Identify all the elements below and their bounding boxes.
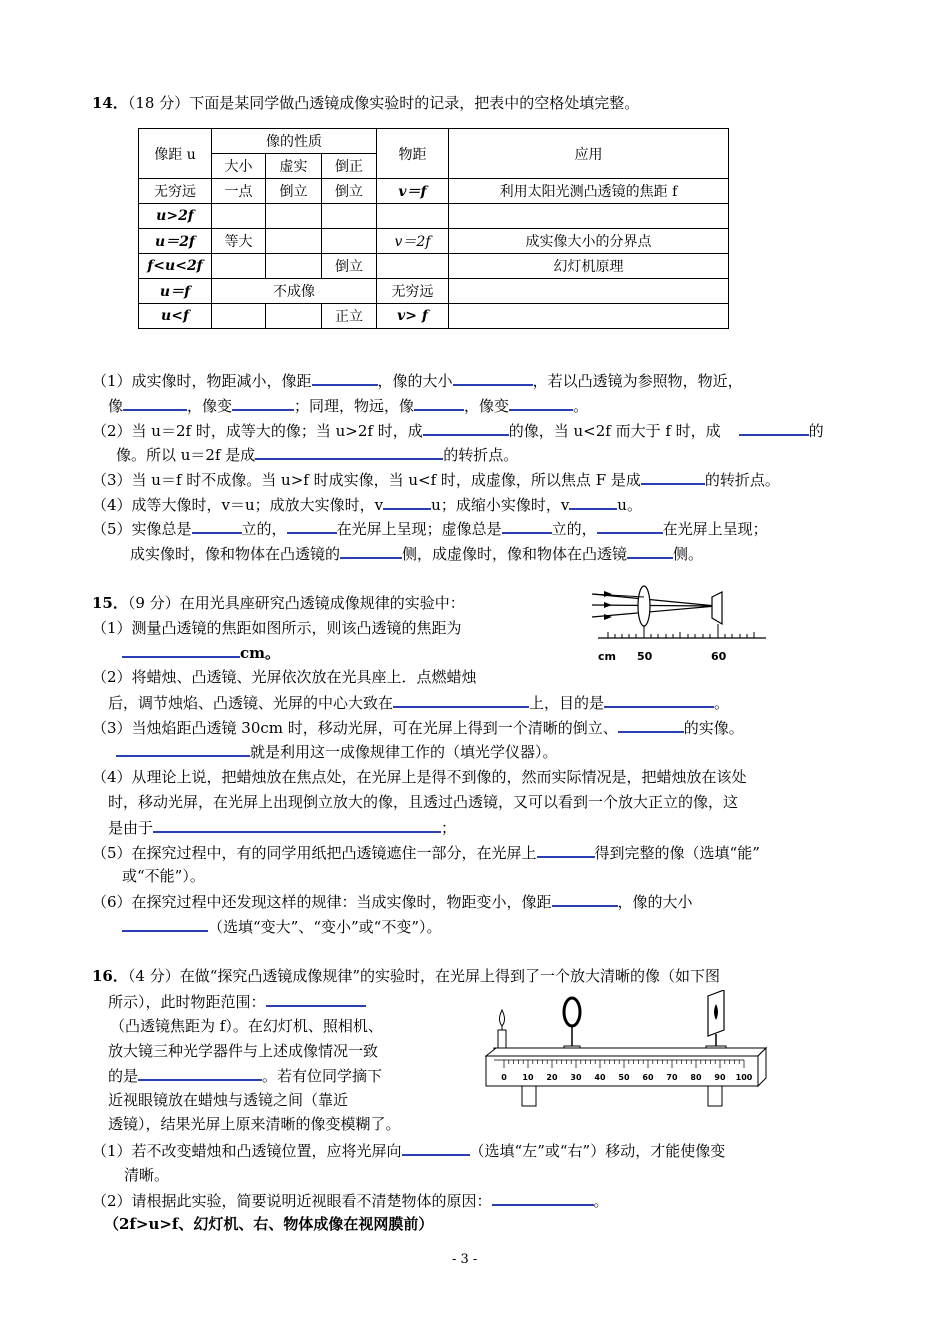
cell-real[interactable] (266, 304, 322, 329)
q16-text: 在做“探究凸透镜成像规律”的实验时，在光屏上得到了一个放大清晰的像（如下图 (179, 967, 721, 985)
bench-label: 10 (522, 1073, 534, 1082)
cell-v[interactable] (377, 204, 449, 229)
q15-text: 在用光具座研究凸透镜成像规律的实验中： (179, 594, 465, 612)
cell-orient: 正立 (322, 304, 377, 329)
q14-part1-line2: 像 ，像变 ；同理，物远，像 ，像变 。 (108, 397, 589, 415)
blank[interactable] (266, 991, 366, 1007)
q15-part6-line2: （选填“变大”、“变小”或“不变”）。 (122, 916, 442, 937)
q16-score: （4 分） (127, 967, 180, 985)
cell-size[interactable] (212, 304, 266, 329)
blank[interactable] (597, 518, 663, 534)
cell-real[interactable] (266, 204, 322, 229)
th-orientation: 倒正 (322, 154, 377, 179)
cell-u: u＝2f (139, 229, 212, 254)
q14-part5-line1: （5）实像总是 立的， 在光屏上呈现；虚像总是 立的， 在光屏上呈现； (92, 520, 768, 538)
bench-label: 40 (594, 1073, 606, 1082)
cell-size: 一点 (212, 179, 266, 204)
screen-icon (712, 592, 722, 624)
q14-part4: （4）成等大像时，v＝u；成放大实像时，v u；成缩小实像时，v u。 (92, 496, 642, 514)
q15-part1-line2: cm。 (122, 642, 280, 663)
th-size: 大小 (212, 154, 266, 179)
cell-real[interactable] (266, 254, 322, 279)
th-image-properties: 像的性质 (212, 129, 377, 154)
table-row (139, 254, 729, 279)
bench-label: 20 (546, 1073, 558, 1082)
q15-part1-line1: （1）测量凸透镜的焦距如图所示，则该凸透镜的焦距为 (92, 619, 462, 637)
cell-app[interactable] (449, 304, 729, 329)
cell-u: f<u<2f (139, 254, 212, 279)
bench-leg (708, 1086, 722, 1106)
cell-app: 成实像大小的分界点 (449, 229, 729, 254)
ruler-label: 60 (711, 650, 727, 663)
q14-part2-line1: （2）当 u＝2f 时，成等大的像；当 u>2f 时，成 的像，当 u<2f 而大于 f 时，成 的 (92, 422, 824, 440)
bench-label: 80 (690, 1073, 702, 1082)
cell-v: v＝2f (377, 229, 449, 254)
cell-u: 无穷远 (139, 179, 212, 204)
cell-size: 等大 (212, 229, 266, 254)
blank[interactable] (423, 420, 509, 436)
table-row (139, 229, 729, 254)
table-row (139, 204, 729, 229)
bench-label: 70 (666, 1073, 678, 1082)
cell-app[interactable] (449, 204, 729, 229)
light-ray (592, 594, 716, 606)
blank[interactable] (641, 469, 705, 485)
bench-label: 100 (735, 1073, 753, 1082)
cell-orient[interactable] (322, 229, 377, 254)
cell-app: 幻灯机原理 (449, 254, 729, 279)
q14-score: （18 分） (127, 94, 190, 112)
optical-bench-diagram (482, 990, 768, 1112)
screen-icon (706, 990, 726, 1054)
cell-u: u>2f (139, 204, 212, 229)
blank[interactable] (739, 420, 809, 436)
q15-part5-line2: 或“不能”）。 (122, 867, 205, 885)
bench-label: 60 (642, 1073, 654, 1082)
q16-para-line1: 所示），此时物距范围： (108, 991, 366, 1012)
bench-label: 90 (714, 1073, 726, 1082)
blank[interactable] (192, 518, 242, 534)
q14-heading: 14．（18 分）下面是某同学做凸透镜成像实验时的记录，把表中的空格处填完整。 (92, 94, 640, 112)
cell-v[interactable] (377, 254, 449, 279)
cell-u: u<f (139, 304, 212, 329)
q16-para-line3: 放大镜三种光学器件与上述成像情况一致 (108, 1042, 379, 1060)
cell-v: 无穷远 (377, 279, 449, 304)
q15-part6-line1: （6）在探究过程中还发现这样的规律：当成实像时，物距变小，像距 ，像的大小 (92, 893, 693, 911)
q14-part5-line2: 成实像时，像和物体在凸透镜的 侧，成虚像时，像和物体在凸透镜 侧。 (130, 545, 704, 563)
table-row (139, 179, 729, 204)
blank[interactable] (492, 1190, 594, 1206)
blank[interactable] (604, 692, 714, 708)
q16-heading: 16．（4 分）在做“探究凸透镜成像规律”的实验时，在光屏上得到了一个放大清晰的像（如下图 (92, 967, 721, 985)
blank[interactable] (402, 1140, 470, 1156)
q15-score: （9 分） (127, 594, 180, 612)
cell-app: 利用太阳光测凸透镜的焦距 f (449, 179, 729, 204)
bench-label: 50 (618, 1073, 630, 1082)
bench-top (486, 1048, 766, 1056)
blank[interactable] (138, 1065, 262, 1081)
focal-length-diagram (588, 584, 770, 666)
ruler-label: 50 (637, 650, 653, 663)
q16-para-line6: 透镜），结果光屏上原来清晰的像变模糊了。 (108, 1115, 401, 1133)
q14-part1-line1: （1）成实像时，物距减小，像距 ，像的大小 ，若以凸透镜为参照物，物近， (92, 372, 743, 390)
table-row (139, 304, 729, 329)
th-object-distance: 物距 (377, 129, 449, 179)
q16-para-line4: 的是 。若有位同学摘下 (108, 1067, 383, 1085)
blank[interactable] (393, 692, 529, 708)
q14-part3: （3）当 u＝f 时不成像。当 u>f 时成实像，当 u<f 时，成虚像，所以焦点 F 是成 的转折点。 (92, 471, 780, 489)
q15-part3-line1: （3）当烛焰距凸透镜 30cm 时，移动光屏，可在光屏上得到一个清晰的倒立、 的实像。 (92, 719, 744, 737)
cell-real: 倒立 (266, 179, 322, 204)
bench-label: 30 (570, 1073, 582, 1082)
light-ray (592, 606, 716, 617)
blank[interactable] (453, 370, 533, 386)
ruler-unit: cm (598, 650, 616, 663)
q16-part2: （2）请根据此实验，简要说明近视眼看不清楚物体的原因： 。 (92, 1192, 609, 1210)
blank[interactable] (122, 916, 208, 932)
blank[interactable] (618, 717, 684, 733)
lens-icon (564, 998, 580, 1054)
blank[interactable] (383, 494, 431, 510)
blank[interactable] (552, 891, 618, 907)
q14-text: 下面是某同学做凸透镜成像实验时的记录，把表中的空格处填完整。 (189, 94, 640, 112)
bench-label: 0 (501, 1073, 507, 1082)
blank[interactable] (502, 518, 552, 534)
cell-size[interactable] (212, 204, 266, 229)
cell-v: v> f (377, 304, 449, 329)
blank[interactable] (122, 642, 240, 658)
cell-real[interactable] (266, 229, 322, 254)
blank[interactable] (569, 494, 617, 510)
cell-app[interactable] (449, 279, 729, 304)
lens-icon (638, 586, 650, 626)
q15-part2-line1: （2）将蜡烛、凸透镜、光屏依次放在光具座上．点燃蜡烛 (92, 668, 477, 686)
blank[interactable] (414, 395, 464, 411)
q15-heading: 15．（9 分）在用光具座研究凸透镜成像规律的实验中： (92, 594, 465, 612)
q15-number: 15 (92, 594, 113, 612)
q16-part1-line1: （1）若不改变蜡烛和凸透镜位置，应将光屏向 （选填“左”或“右”）移动，才能使像变 (92, 1142, 726, 1160)
q14-part2-line2: 像。所以 u＝2f 是成 的转折点。 (116, 446, 519, 464)
blank[interactable] (287, 518, 337, 534)
blank[interactable] (255, 444, 443, 460)
th-real-virtual: 虚实 (266, 154, 322, 179)
q16-answer: （2f>u>f、幻灯机、右、物体成像在视网膜前） (104, 1215, 434, 1233)
q16-part1-line2: 清晰。 (124, 1166, 170, 1184)
th-image-distance: 像距 u (139, 129, 212, 179)
cell-v: v＝f (377, 179, 449, 204)
blank[interactable] (509, 395, 573, 411)
table-row (139, 279, 729, 304)
q15-part4-line2: 时，移动光屏，在光屏上出现倒立放大的像，且透过凸透镜，又可以看到一个放大正立的像，这 (108, 793, 739, 811)
q14-number: 14 (92, 94, 113, 112)
q15-part4-line3: 是由于 ； (108, 819, 457, 837)
q16-number: 16 (92, 967, 113, 985)
ruler-ticks (608, 630, 754, 638)
blank[interactable] (123, 395, 187, 411)
record-table (138, 128, 729, 329)
blank[interactable] (537, 842, 595, 858)
cell-no-image: 不成像 (212, 279, 377, 304)
blank[interactable] (340, 543, 402, 559)
q16-para-line2: （凸透镜焦距为 f）。在幻灯机、照相机、 (110, 1017, 383, 1035)
cell-u: u＝f (139, 279, 212, 304)
cell-orient[interactable] (322, 204, 377, 229)
q15-part5-line1: （5）在探究过程中，有的同学用纸把凸透镜遮住一部分，在光屏上 得到完整的像（选填“能” (92, 844, 760, 862)
q15-part4-line1: （4）从理论上说，把蜡烛放在焦点处，在光屏上是得不到像的，然而实际情况是，把蜡烛放在该处 (92, 768, 747, 786)
blank[interactable] (116, 741, 250, 757)
blank[interactable] (312, 370, 378, 386)
bench-leg (522, 1086, 536, 1106)
q15-part2-line2: 后，调节烛焰、凸透镜、光屏的中心大致在 上，目的是 。 (108, 694, 730, 712)
cell-orient: 倒立 (322, 179, 377, 204)
page-number: - 3 - (452, 1252, 478, 1267)
blank[interactable] (232, 395, 294, 411)
q16-para-line5: 近视眼镜放在蜡烛与透镜之间（靠近 (108, 1091, 349, 1109)
q15-part3-line2: 就是利用这一成像规律工作的（填光学仪器）。 (116, 741, 558, 762)
th-application: 应用 (449, 129, 729, 179)
blank[interactable] (153, 817, 441, 833)
cell-orient: 倒立 (322, 254, 377, 279)
blank[interactable] (627, 543, 673, 559)
cell-size[interactable] (212, 254, 266, 279)
